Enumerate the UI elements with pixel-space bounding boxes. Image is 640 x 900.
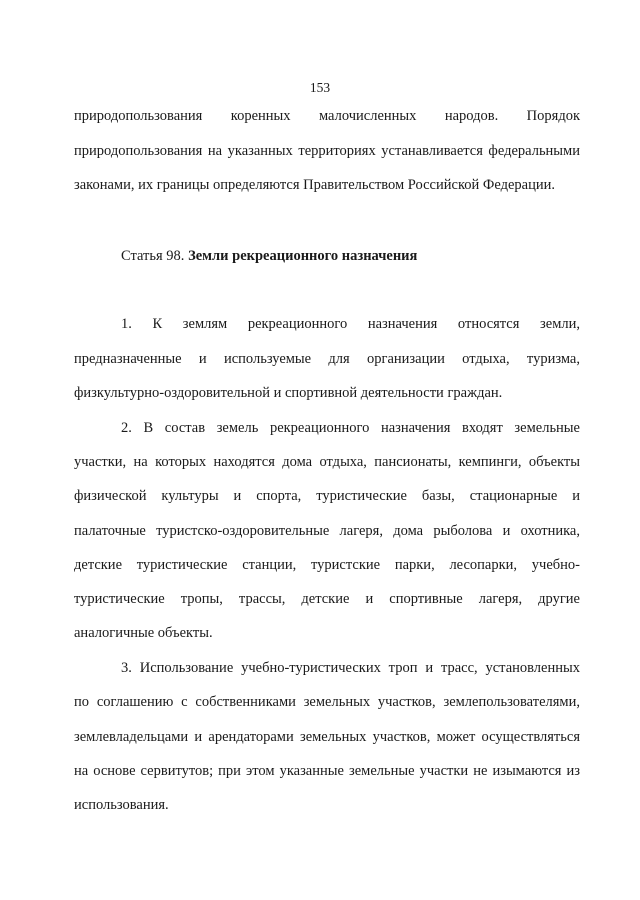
text-line: по соглашению с собственниками земельных участков, землепользователями, [74,694,580,710]
text-line: физкультурно-оздоровительной и спортивной деятельности граждан. [74,385,503,401]
text-line: палаточные туристско-оздоровительные лагеря, дома рыболова и охотника, [74,523,580,539]
text-line: туристические тропы, трассы, детские и спортивные лагеря, другие [74,591,580,607]
text-line: физической культуры и спорта, туристические базы, стационарные и [74,488,580,504]
text-line: природопользования коренных малочисленных народов. Порядок [74,108,580,124]
text-line: предназначенные и используемые для организации отдыха, туризма, [74,351,580,367]
text-line: детские туристические станции, туристские парки, лесопарки, учебно- [74,557,580,573]
text-line: 1. К землям рекреационного назначения относятся земли, [121,316,580,332]
text-line: участки, на которых находятся дома отдыха, пансионаты, кемпинги, объекты [74,454,580,470]
article-label: Статья 98. [121,248,185,264]
article-title: Земли рекреационного назначения [188,248,418,264]
text-line: на основе сервитутов; при этом указанные земельные участки не изымаются из [74,763,580,779]
text-line: 3. Использование учебно-туристических троп и трасс, установленных [121,660,580,676]
article-heading [121,247,417,265]
text-line: землевладельцами и арендаторами земельных участков, может осуществляться [74,729,580,745]
text-line: 2. В состав земель рекреационного назначения входят земельные [121,420,580,436]
page-number: 153 [309,80,331,95]
text-line: использования. [74,797,169,813]
text-line: законами, их границы определяются Правительством Российской Федерации. [74,177,555,193]
text-line: природопользования на указанных территориях устанавливается федеральными [74,143,580,159]
text-line: аналогичные объекты. [74,625,213,641]
